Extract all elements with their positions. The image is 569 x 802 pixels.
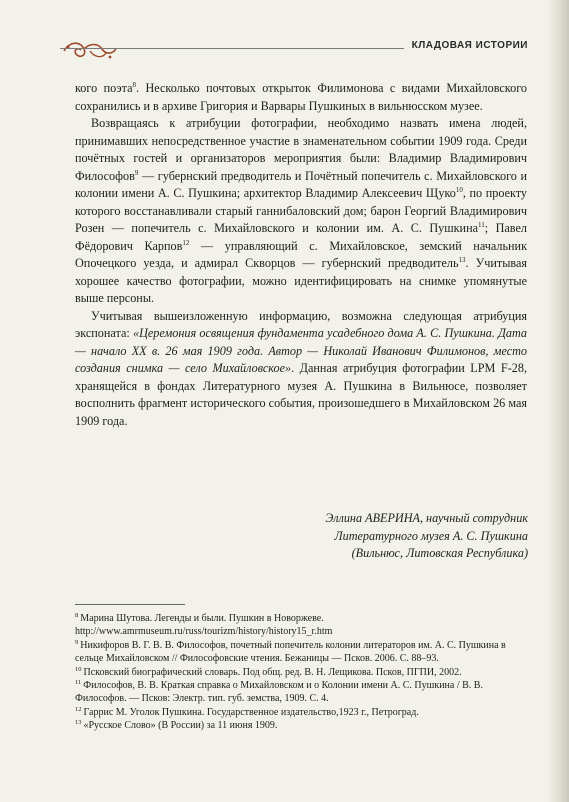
footnote-divider [75,604,185,605]
page-edge-shadow [547,0,569,802]
footnote-ref-13[interactable]: 13 [458,256,466,264]
running-header-title: КЛАДОВАЯ ИСТОРИИ [404,40,528,51]
footnote-item: $^{10}$ Псковский биографический словарь. Под общ. ред. В. Н. Лещикова. Псков, ПГПИ, 2002. [75,665,462,678]
paragraph-1: кого поэта$^8$. Несколько почтовых открыток Филимонова с видами Михайловского сохранились и в архиве Григория и Варвары Пушкиных в вильнюсском музее. [75,81,527,113]
footnote-ref-10[interactable]: 10 [455,186,463,194]
footnote-ref-11[interactable]: 11 [478,221,485,229]
attribution-italic: «Церемония освящения фундамента усадебного дома А. С. Пушкина. Дата — начало XX в. 26 мая 1909 года. Автор — Николай Иванович Филимонов, место создания снимка — село Михайловское» [75,326,527,375]
article-body [75,80,527,430]
signature-line-2: Литературного музея А. С. Пушкина [334,528,528,543]
footnote-ref-9[interactable]: 9 [134,168,139,177]
footnote-item: $^{11}$ Философов, В. В. Краткая справка о Михайловском и о Колонии имени А. С. Пушкина / В. В. Философов. — Псков: Электр. тип. губ. земства, 1909. С. 4. [75,679,483,705]
footnote-ref-8[interactable]: 8 [132,81,136,89]
footnote-item: $^{13}$ «Русское Слово» (В России) за 11 июня 1909. [75,719,278,732]
paragraph-2: Возвращаясь к атрибуции фотографии, необходимо назвать имена людей, принимавших непосредственное участие в знаменательном событии 1909 года. Среди почётных гостей и организаторов мероприятия были: Владимир Владимирович Философов$^9$ — губернский предводитель и Почётный попечитель с. Михайловского и колонии имени А. С. Пушкина; архитектор Владимир Алексеевич Щуко$^{10}$, по проекту которого восстанавливали старый ганнибаловский дом; барон Георгий Владимирович Розен — попечитель с. Михайловского и колонии им. А. С. Пушкина$^{11}$; Павел Фёдорович Карпов$^{12}$ — управляющий с. Михайловское, земский начальник Опочецкого уезда, и адмирал Скворцов — губернский предводитель$^{13}$. Учитывая хорошее качество фотографии, можно идентифицировать на снимке упомянутые выше персоны. [75,116,528,305]
footnote-item: $^8$ Марина Шутова. Легенды и были. Пушкин в Новоржеве. http://www.amrmuseum.ru/russ/tourizm/history/history15_r.htm [75,612,333,638]
footnotes-list [75,612,527,733]
footnote-item: $^{12}$ Гаррис М. Уголок Пушкина. Государственное издательство,1923 г., Петроград. [75,705,419,718]
floral-ornament-icon [60,37,120,63]
footnote-ref-12[interactable]: 12 [182,238,190,247]
author-signature [228,510,528,563]
footnote-item: $^9$ Никифоров В. Г. В. В. Философов, почетный попечитель колонии литераторов им. А. С. Пушкина в сельце Михайловском // Философовские чтения. Бежаницы — Псков. 2006. С. 88–93. [75,638,506,665]
signature-line-3: (Вильнюс, Литовская Республика) [351,546,528,560]
paragraph-3: Учитывая вышеизложенную информацию, возможна следующая атрибуция экспоната: «Церемония освящения фундамента усадебного дома А. С. Пушкина. Дата — начало XX в. 26 мая 1909 года. Автор — Николай Иванович Филимонов, место создания снимка — село Михайловское». Данная атрибуция фотографии LPM F-28, хранящейся в фондах Литературного музея А. Пушкина в Вильнюсе, позволяет восполнить фрагмент исторического события, произошедшего в Михайловском 26 мая 1909 года. [75,308,527,428]
signature-line-1: Эллина АВЕРИНА, научный сотрудник [325,511,528,525]
